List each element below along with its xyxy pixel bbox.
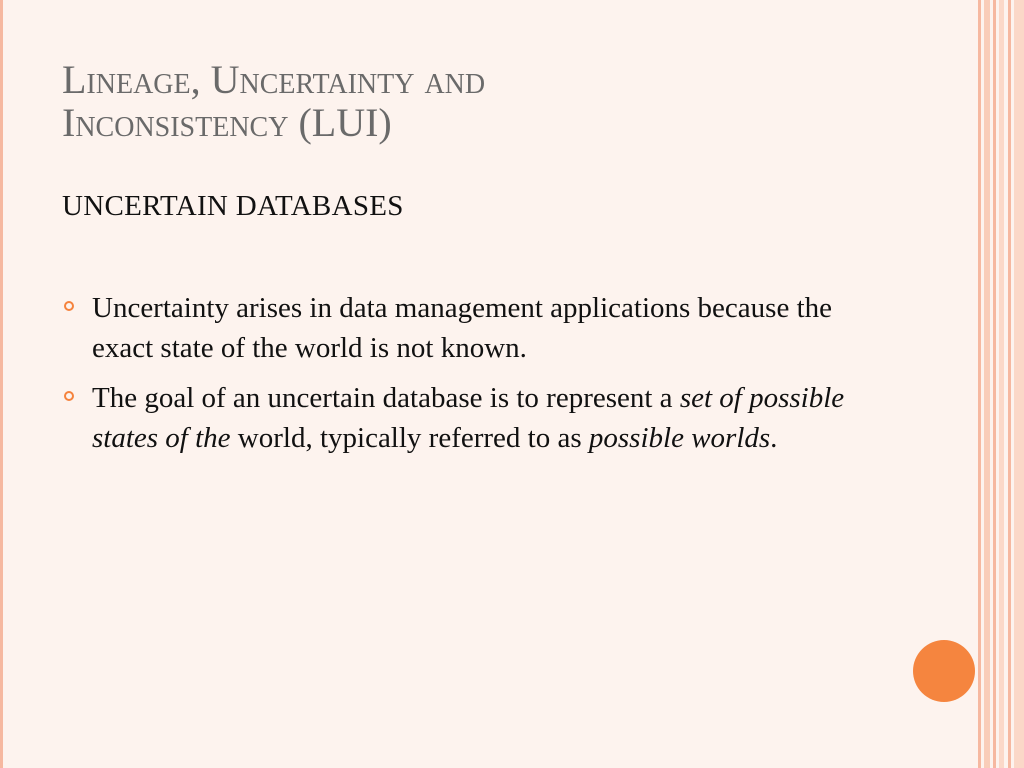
hollow-circle-bullet-icon — [64, 391, 74, 401]
slide-title — [62, 58, 922, 144]
bullet-2-text-part-2: world, typically referred to as — [230, 422, 589, 454]
bullet-2-italic-2: possible worlds — [588, 422, 771, 454]
right-stripe-4 — [999, 0, 1004, 768]
bullet-2-italic-1: set of possible states of the — [92, 382, 845, 454]
hollow-circle-bullet-icon — [64, 301, 74, 311]
right-stripe-2 — [984, 0, 990, 768]
slide-title-line-2: Inconsistency (LUI) — [62, 100, 392, 145]
right-stripe-6 — [1014, 0, 1024, 768]
bullet-2-text-part-3: . — [770, 422, 778, 454]
right-stripe-5 — [1008, 0, 1011, 768]
bullet-item-1 — [62, 288, 882, 368]
slide-title-line-1: Lineage, Uncertainty and — [62, 57, 486, 102]
slide-subtitle: UNCERTAIN DATABASES — [62, 190, 404, 222]
bullet-1-text: Uncertainty arises in data management applications because the exact state of the world is not known. — [92, 292, 833, 364]
bullet-2-text-part-1: The goal of an uncertain database is to represent a — [92, 382, 680, 414]
bullet-list — [62, 288, 882, 468]
right-stripe-3 — [993, 0, 996, 768]
right-stripe-1 — [978, 0, 981, 768]
left-border-stripe — [0, 0, 3, 768]
orange-circle-decoration — [913, 640, 975, 702]
bullet-item-2 — [62, 378, 882, 458]
